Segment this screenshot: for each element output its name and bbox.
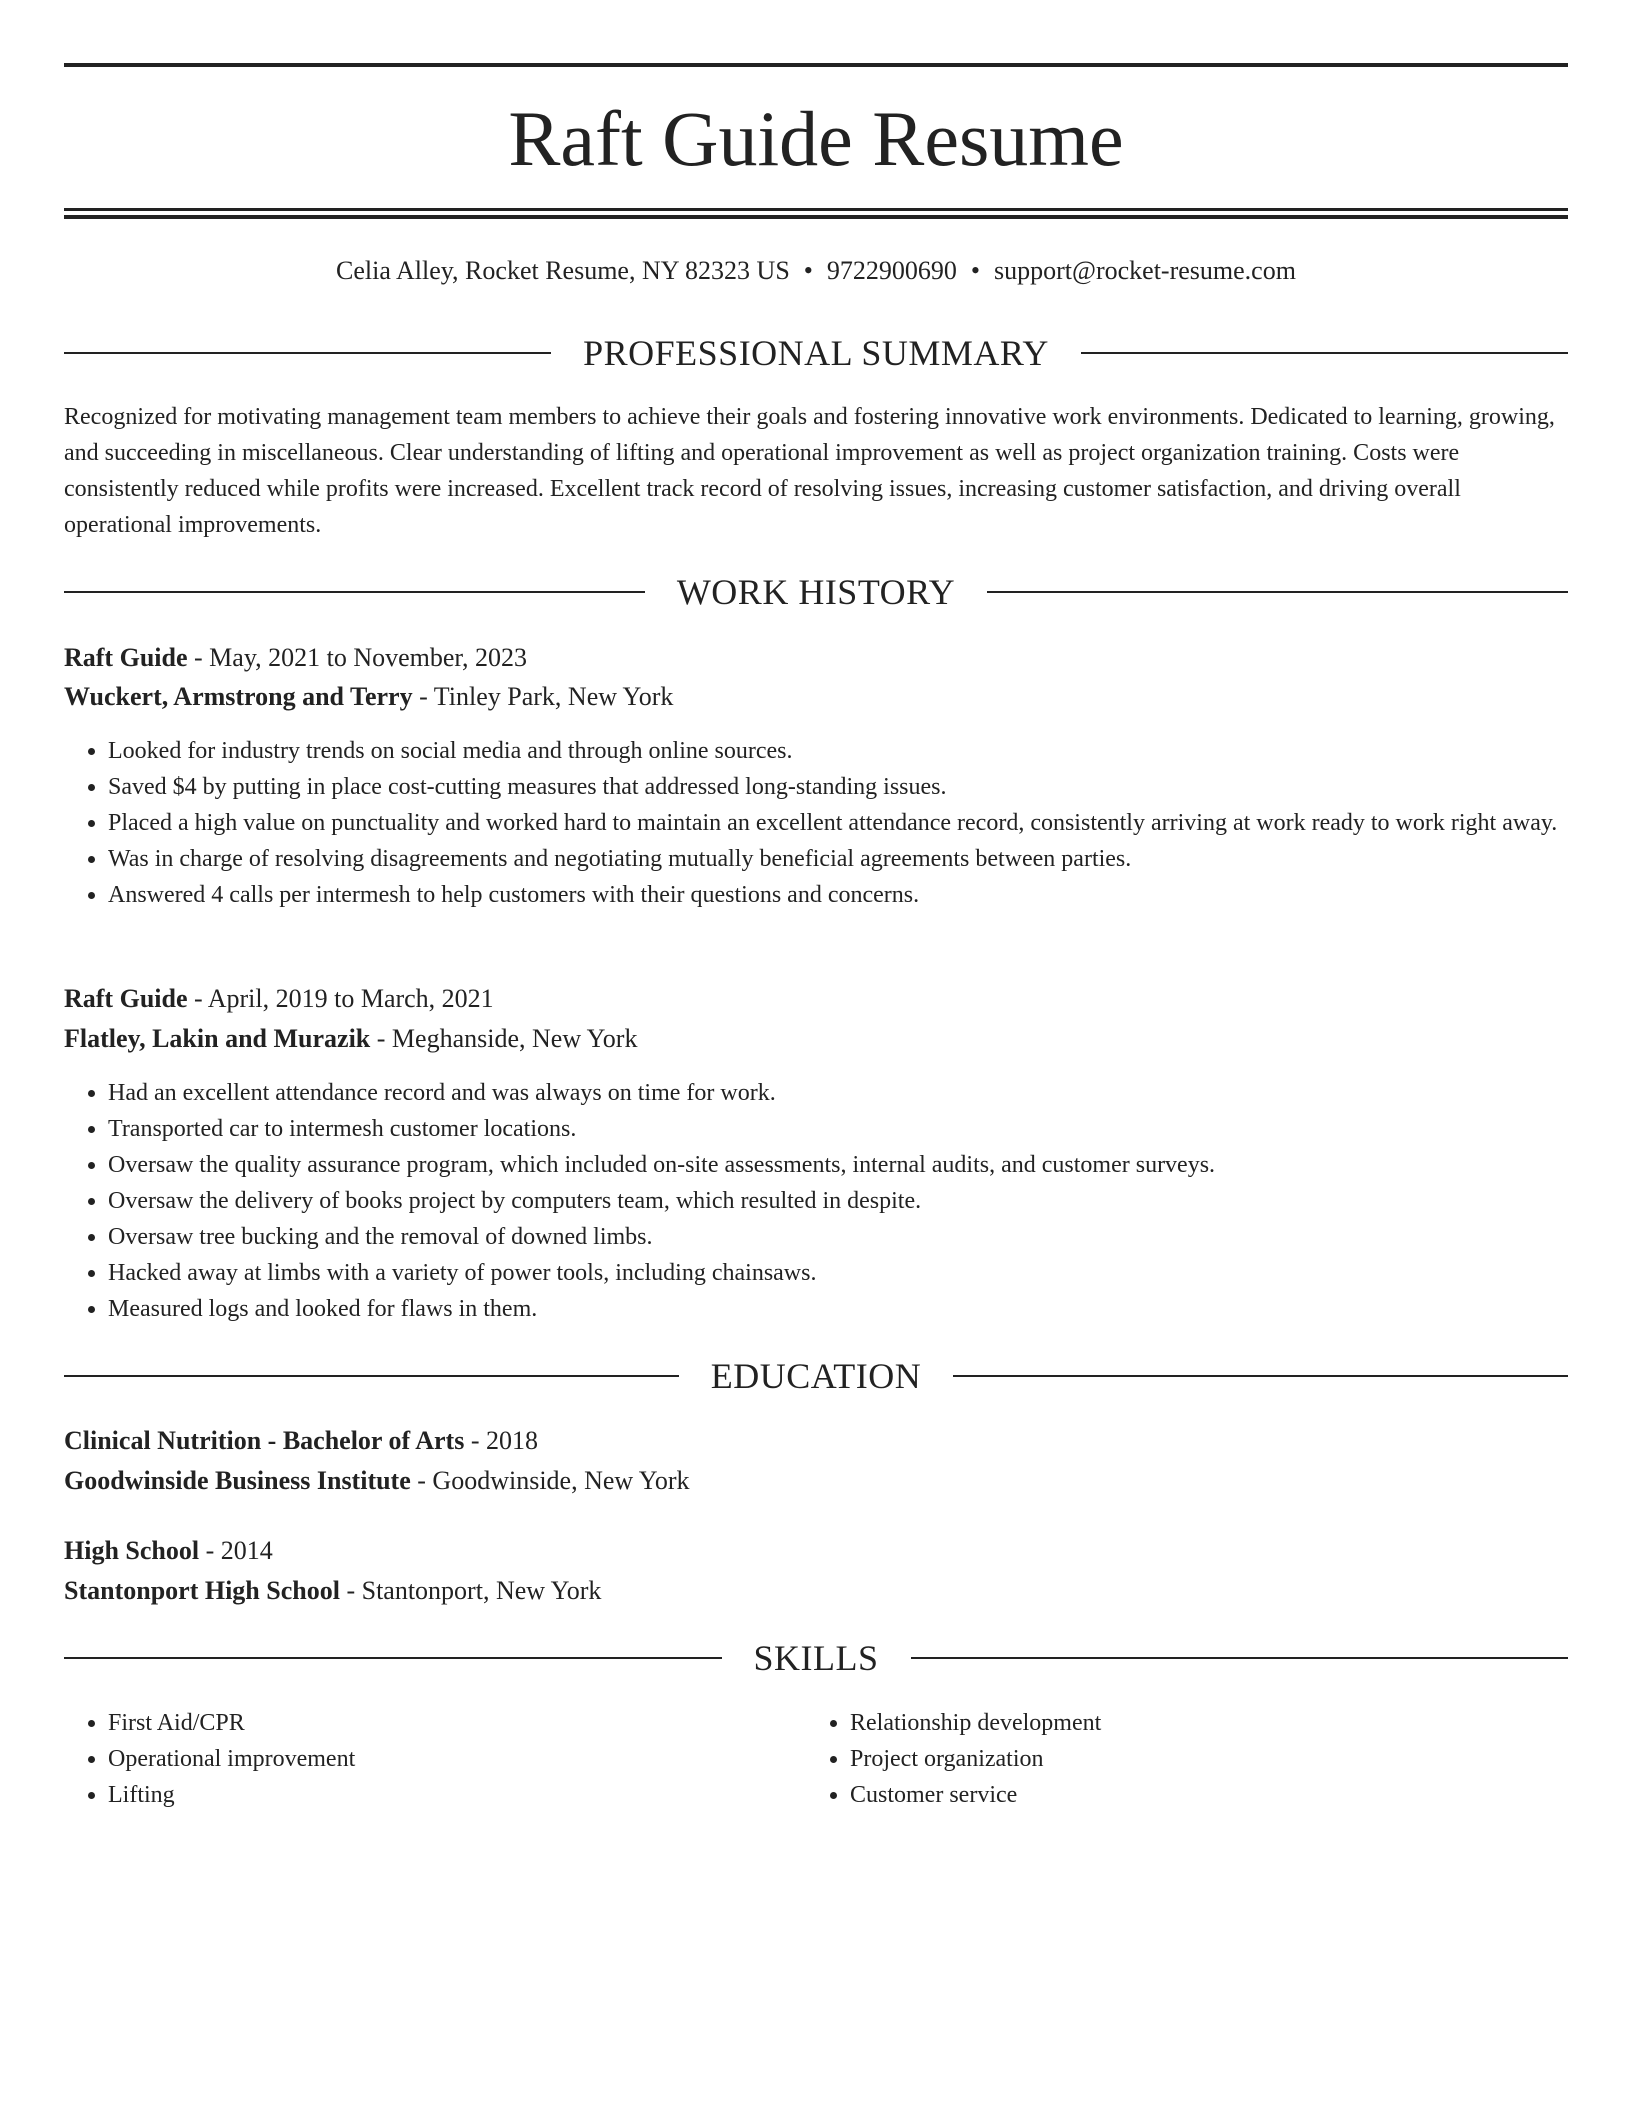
summary-text: Recognized for motivating management team members to achieve their goals and fostering innovative work environments. Dedicated to learning, growing, and succeeding in miscellaneous. Clear understanding of lifting and operational improvement as well as project organization training. Costs were consistently reduced while profits were increased. Excellent track record of resolving issues, increasing customer satisfaction, and driving overall operational improvements. (64, 404, 1555, 538)
heading-rule (64, 591, 645, 593)
education-degree-line (64, 1533, 1568, 1569)
education-school-line (64, 1573, 1568, 1609)
heading-label: EDUCATION (710, 1356, 922, 1396)
heading-rule (64, 1657, 722, 1659)
education-degree-line (64, 1423, 1568, 1459)
education-location: - Stantonport, New York (339, 1576, 602, 1605)
job-company-line (64, 679, 1568, 715)
job-dates: - April, 2019 to March, 2021 (187, 984, 494, 1013)
job-company: Wuckert, Armstrong and Terry (64, 682, 413, 711)
education-degree: High School (64, 1536, 200, 1565)
heading-label: WORK HISTORY (676, 572, 956, 612)
list-item: • Lifting (108, 1777, 804, 1813)
section-heading-skills (64, 1638, 1568, 1678)
education-degree: Clinical Nutrition - Bachelor of Arts (64, 1426, 465, 1455)
contact-phone: 9722900690 (826, 256, 957, 285)
contact-separator: • (803, 256, 813, 285)
job-bullets (64, 1075, 1568, 1327)
list-item: • Transported car to intermesh customer locations. (108, 1111, 1568, 1147)
heading-rule (64, 1375, 679, 1377)
job-bullets (64, 733, 1568, 913)
education-school: Stantonport High School (64, 1576, 340, 1605)
list-item: • Project organization (850, 1741, 1546, 1777)
job-title-line (64, 981, 1568, 1017)
heading-label: SKILLS (753, 1638, 879, 1678)
list-item: • Had an excellent attendance record and was always on time for work. (108, 1075, 1568, 1111)
title-rule-lower (64, 215, 1568, 219)
list-item: • Was in charge of resolving disagreements and negotiating mutually beneficial agreements between parties. (108, 841, 1568, 877)
job-location: - Tinley Park, New York (412, 682, 674, 711)
education-school-line (64, 1463, 1568, 1499)
title-rule-upper (64, 208, 1568, 211)
contact-email: support@rocket-resume.com (994, 256, 1296, 285)
heading-rule (953, 1375, 1568, 1377)
job-title: Raft Guide (64, 643, 188, 672)
education-location: - Goodwinside, New York (410, 1466, 690, 1495)
skills-list-left (64, 1705, 804, 1813)
list-item: • Oversaw tree bucking and the removal of downed limbs. (108, 1219, 1568, 1255)
list-item: • Saved $4 by putting in place cost-cutting measures that addressed long-standing issues. (108, 769, 1568, 805)
section-heading-education (64, 1356, 1568, 1396)
heading-rule (64, 352, 551, 354)
list-item: • Oversaw the delivery of books project by computers team, which resulted in despite. (108, 1183, 1568, 1219)
list-item: • Hacked away at limbs with a variety of power tools, including chainsaws. (108, 1255, 1568, 1291)
job-company-line (64, 1021, 1568, 1057)
list-item: • Looked for industry trends on social media and through online sources. (108, 733, 1568, 769)
resume-title: Raft Guide Resume (508, 95, 1124, 182)
education-year: - 2014 (199, 1536, 273, 1565)
heading-rule (987, 591, 1568, 593)
contact-separator: • (970, 256, 981, 285)
job-dates: - May, 2021 to November, 2023 (187, 643, 528, 672)
skills-list-right (806, 1705, 1546, 1813)
list-item: • Placed a high value on punctuality and worked hard to maintain an excellent attendance record, consistently arriving at work ready to work right away. (108, 805, 1568, 841)
list-item: • Customer service (850, 1777, 1546, 1813)
section-heading-summary (64, 333, 1568, 373)
list-item: • First Aid/CPR (108, 1705, 804, 1741)
list-item: • Relationship development (850, 1705, 1546, 1741)
job-title-line (64, 640, 1568, 676)
heading-rule (911, 1657, 1569, 1659)
list-item: • Oversaw the quality assurance program, which included on-site assessments, internal audits, and customer surveys. (108, 1147, 1568, 1183)
list-item: • Answered 4 calls per intermesh to help customers with their questions and concerns. (108, 877, 1568, 913)
job-title: Raft Guide (64, 984, 188, 1013)
education-year: - 2018 (464, 1426, 538, 1455)
top-rule (64, 63, 1568, 67)
heading-label: PROFESSIONAL SUMMARY (583, 333, 1049, 373)
education-school: Goodwinside Business Institute (64, 1466, 411, 1495)
section-heading-work (64, 572, 1568, 612)
contact-line (64, 253, 1568, 289)
list-item: • Measured logs and looked for flaws in them. (108, 1291, 1568, 1327)
job-company: Flatley, Lakin and Murazik (64, 1024, 371, 1053)
contact-address: Celia Alley, Rocket Resume, NY 82323 US (336, 256, 790, 285)
list-item: • Operational improvement (108, 1741, 804, 1777)
job-location: - Meghanside, New York (370, 1024, 638, 1053)
heading-rule (1081, 352, 1568, 354)
